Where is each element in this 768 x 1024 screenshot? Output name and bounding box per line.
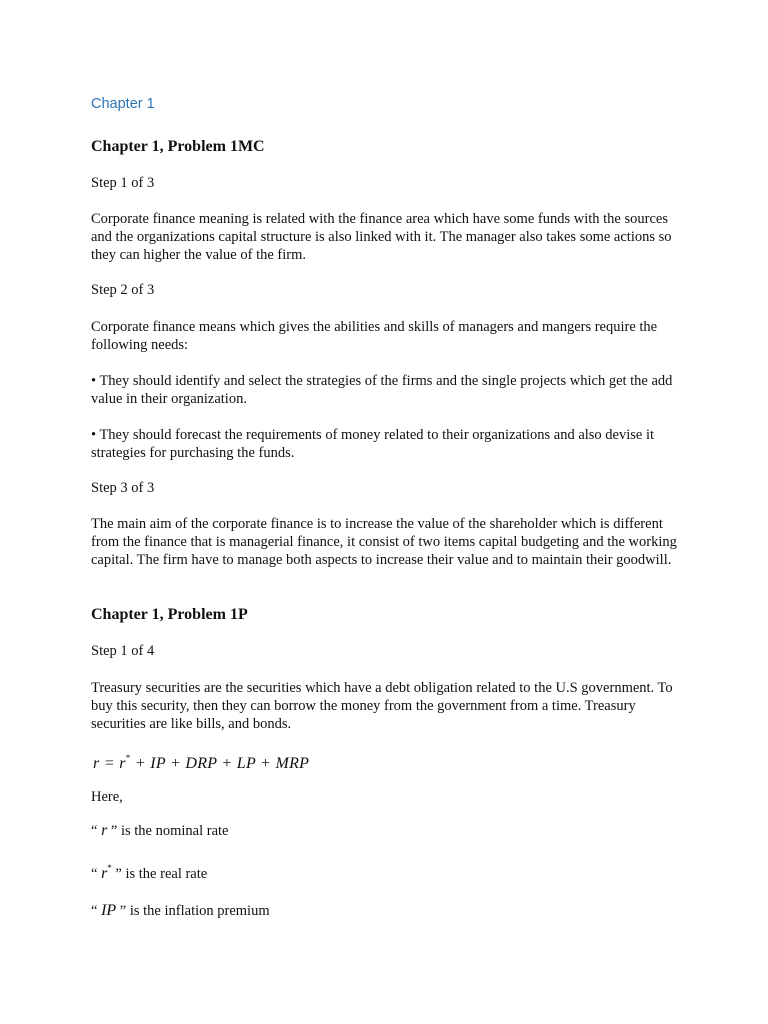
definition-nominal-rate — [91, 822, 229, 840]
def-open-quote: “ — [91, 903, 102, 919]
def-text-real: ” is the real rate — [111, 866, 208, 882]
interest-rate-formula — [93, 753, 309, 773]
definition-real-rate — [91, 863, 207, 883]
problem-1mc-bullet-2: • They should forecast the requirements of money related to their organizations and also devise it strategies for purchasing the funds. — [91, 427, 655, 461]
problem-1mc-step-1-label: Step 1 of 3 — [91, 175, 155, 191]
problem-1p-step-1-text: Treasury securities are the securities which have a debt obligation related to the U.S government. To buy this security, then they can borrow the money from the government from a time. Treasury securities are like bills, and bonds. — [91, 680, 673, 732]
problem-1mc-bullet-1: • They should identify and select the strategies of the firms and the single projects which get the add value in their organization. — [91, 373, 673, 407]
def-text-nominal: ” is the nominal rate — [107, 823, 229, 839]
problem-1mc-title: Chapter 1, Problem 1MC — [91, 138, 265, 155]
formula-rhs: + IP + DRP + LP + MRP — [130, 755, 310, 772]
problem-1mc-step-2-text: Corporate finance means which gives the abilities and skills of managers and mangers require the following needs: — [91, 319, 658, 353]
chapter-heading: Chapter 1 — [91, 96, 155, 112]
def-open-quote: “ — [91, 823, 102, 839]
def-star: * — [107, 863, 112, 873]
problem-1mc-step-1-text: Corporate finance meaning is related with the finance area which have some funds with the sources and the organizations capital structure is also linked with it. The manager also takes some actions so they can higher the value of the firm. — [91, 211, 672, 263]
problem-1p-step-1-label: Step 1 of 4 — [91, 643, 155, 659]
problem-1p-title: Chapter 1, Problem 1P — [91, 606, 248, 623]
def-symbol-r-star: r — [101, 865, 108, 882]
here-label: Here, — [91, 789, 123, 805]
def-open-quote: “ — [91, 866, 102, 882]
problem-1mc-step-3-label: Step 3 of 3 — [91, 480, 155, 496]
definition-inflation-premium — [91, 902, 270, 920]
def-symbol-r: r — [101, 822, 108, 839]
def-text-inflation: ” is the inflation premium — [116, 903, 270, 919]
problem-1mc-step-3-text: The main aim of the corporate finance is to increase the value of the shareholder which is different from the finance that is managerial finance, it consist of two items capital budgeting and the working capital. The firm have to manage both aspects to increase their value and to maintain their goodwill. — [91, 516, 677, 568]
formula-star: * — [125, 753, 131, 763]
def-symbol-ip: IP — [101, 902, 117, 919]
formula-lhs: r = r — [93, 755, 126, 772]
problem-1mc-step-2-label: Step 2 of 3 — [91, 282, 155, 298]
